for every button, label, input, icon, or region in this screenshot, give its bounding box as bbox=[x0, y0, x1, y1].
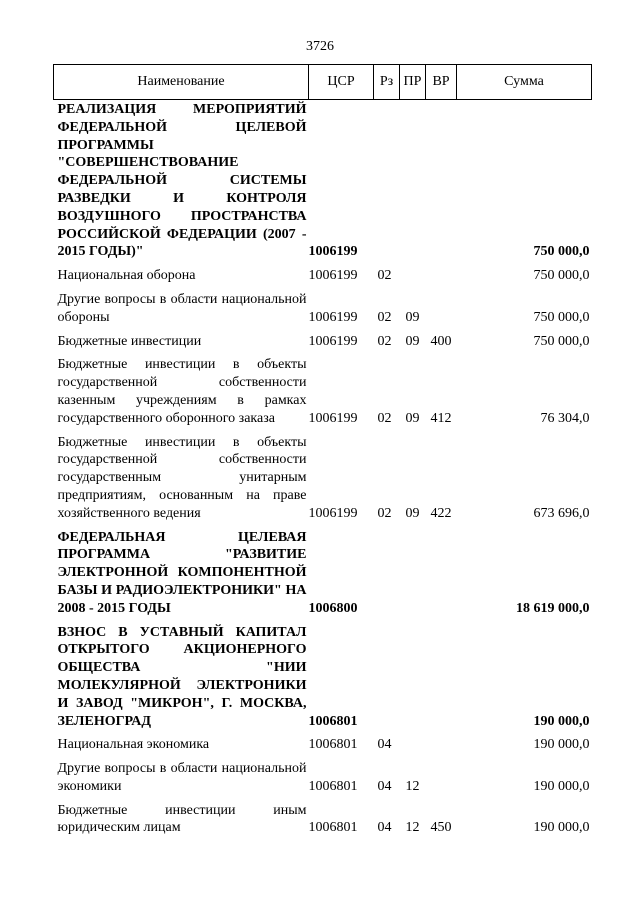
row-pr: 12 bbox=[405, 778, 420, 794]
row-rz: 02 bbox=[377, 410, 392, 426]
row-pr bbox=[400, 100, 426, 262]
row-rz: 02 bbox=[377, 333, 392, 349]
row-sum: 76 304,0 bbox=[540, 410, 590, 426]
row-rz: 04 bbox=[377, 820, 392, 836]
row-name: ФЕДЕРАЛЬНАЯ ЦЕЛЕВАЯ ПРОГРАММА "РАЗВИТИЕ ЭЛЕКТРОННОЙ КОМПОНЕНТНОЙ БАЗЫ И РАДИОЭЛЕКТРОНИКИ" НА 2008 - 2015 ГОДЫ bbox=[57, 529, 307, 616]
row-rz: 02 bbox=[377, 309, 392, 325]
table-row bbox=[54, 754, 592, 796]
row-sum: 750 000,0 bbox=[533, 244, 590, 260]
table-row bbox=[54, 100, 592, 262]
row-sum: 190 000,0 bbox=[533, 737, 590, 753]
row-vr bbox=[426, 754, 457, 796]
table-row bbox=[54, 523, 592, 618]
row-vr: 400 bbox=[430, 333, 452, 349]
row-rz: 04 bbox=[377, 737, 392, 753]
row-sum: 18 619 000,0 bbox=[516, 600, 590, 616]
row-sum: 190 000,0 bbox=[533, 778, 590, 794]
row-vr bbox=[426, 100, 457, 262]
row-rz bbox=[374, 100, 400, 262]
row-name: ВЗНОС В УСТАВНЫЙ КАПИТАЛ ОТКРЫТОГО АКЦИОНЕРНОГО ОБЩЕСТВА "НИИ МОЛЕКУЛЯРНОЙ ЭЛЕКТРОНИКИ И ЗАВОД "МИКРОН", Г. МОСКВА, ЗЕЛЕНОГРАД bbox=[57, 624, 307, 729]
row-csr: 1006800 bbox=[308, 600, 358, 616]
row-rz bbox=[374, 618, 400, 731]
row-sum: 190 000,0 bbox=[533, 713, 590, 729]
table-row bbox=[54, 327, 592, 351]
row-vr bbox=[426, 523, 457, 618]
row-name: Бюджетные инвестиции иным юридическим лицам bbox=[57, 802, 307, 836]
row-pr bbox=[400, 618, 426, 731]
row-csr: 1006199 bbox=[308, 244, 358, 260]
row-sum: 190 000,0 bbox=[533, 820, 590, 836]
row-rz: 02 bbox=[377, 268, 392, 284]
row-csr: 1006801 bbox=[308, 820, 358, 836]
table-row bbox=[54, 730, 592, 754]
header-sum: Сумма bbox=[457, 65, 592, 100]
row-name: Бюджетные инвестиции в объекты государственной собственности государственным унитарным предприятиям, основанным на праве хозяйственного ведения bbox=[57, 434, 307, 521]
page-number: 3726 bbox=[306, 39, 334, 54]
row-vr: 412 bbox=[430, 410, 452, 426]
row-sum: 750 000,0 bbox=[533, 309, 590, 325]
row-csr: 1006801 bbox=[308, 778, 358, 794]
table-header-row bbox=[54, 65, 592, 100]
row-pr: 09 bbox=[405, 505, 420, 521]
row-vr bbox=[426, 730, 457, 754]
table-row bbox=[54, 428, 592, 523]
row-csr: 1006199 bbox=[308, 505, 358, 521]
row-vr: 422 bbox=[430, 505, 452, 521]
row-pr: 12 bbox=[405, 820, 420, 836]
table-row bbox=[54, 618, 592, 731]
row-rz bbox=[374, 523, 400, 618]
table-row bbox=[54, 285, 592, 327]
row-rz: 04 bbox=[377, 778, 392, 794]
row-csr: 1006199 bbox=[308, 268, 358, 284]
table-row bbox=[54, 796, 592, 838]
row-name: Национальная экономика bbox=[57, 737, 210, 753]
row-csr: 1006199 bbox=[308, 309, 358, 325]
row-vr bbox=[426, 285, 457, 327]
row-name: Бюджетные инвестиции bbox=[57, 333, 202, 349]
table-row bbox=[54, 350, 592, 427]
row-name: РЕАЛИЗАЦИЯ МЕРОПРИЯТИЙ ФЕДЕРАЛЬНОЙ ЦЕЛЕВОЙ ПРОГРАММЫ "СОВЕРШЕНСТВОВАНИЕ ФЕДЕРАЛЬНОЙ СИСТЕМЫ РАЗВЕДКИ И КОНТРОЛЯ ВОЗДУШНОГО ПРОСТРАНСТВА РОССИЙСКОЙ ФЕДЕРАЦИИ (2007 - 2015 ГОДЫ)" bbox=[57, 102, 307, 260]
row-name: Национальная оборона bbox=[57, 268, 196, 284]
row-name: Другие вопросы в области национальной экономики bbox=[57, 761, 307, 794]
row-sum: 750 000,0 bbox=[533, 268, 590, 284]
row-pr: 09 bbox=[405, 333, 420, 349]
header-vr: ВР bbox=[426, 65, 457, 100]
row-pr: 09 bbox=[405, 410, 420, 426]
header-csr: ЦСР bbox=[309, 65, 374, 100]
row-sum: 750 000,0 bbox=[533, 333, 590, 349]
row-sum: 673 696,0 bbox=[533, 505, 590, 521]
row-csr: 1006801 bbox=[308, 737, 358, 753]
header-pr: ПР bbox=[400, 65, 426, 100]
row-name: Другие вопросы в области национальной обороны bbox=[57, 291, 307, 325]
row-pr bbox=[400, 261, 426, 285]
row-csr: 1006199 bbox=[308, 410, 358, 426]
row-vr bbox=[426, 261, 457, 285]
table-row bbox=[54, 261, 592, 285]
row-pr: 09 bbox=[405, 309, 420, 325]
row-pr bbox=[400, 730, 426, 754]
budget-table bbox=[53, 64, 592, 837]
row-pr bbox=[400, 523, 426, 618]
row-name: Бюджетные инвестиции в объекты государственной собственности казенным учреждениям в рамках государственного оборонного заказа bbox=[57, 357, 307, 426]
row-rz: 02 bbox=[377, 505, 392, 521]
header-name: Наименование bbox=[54, 65, 309, 100]
row-vr bbox=[426, 618, 457, 731]
row-csr: 1006199 bbox=[308, 333, 358, 349]
row-csr: 1006801 bbox=[308, 713, 358, 729]
header-rz: Рз bbox=[374, 65, 400, 100]
row-vr: 450 bbox=[430, 820, 452, 836]
